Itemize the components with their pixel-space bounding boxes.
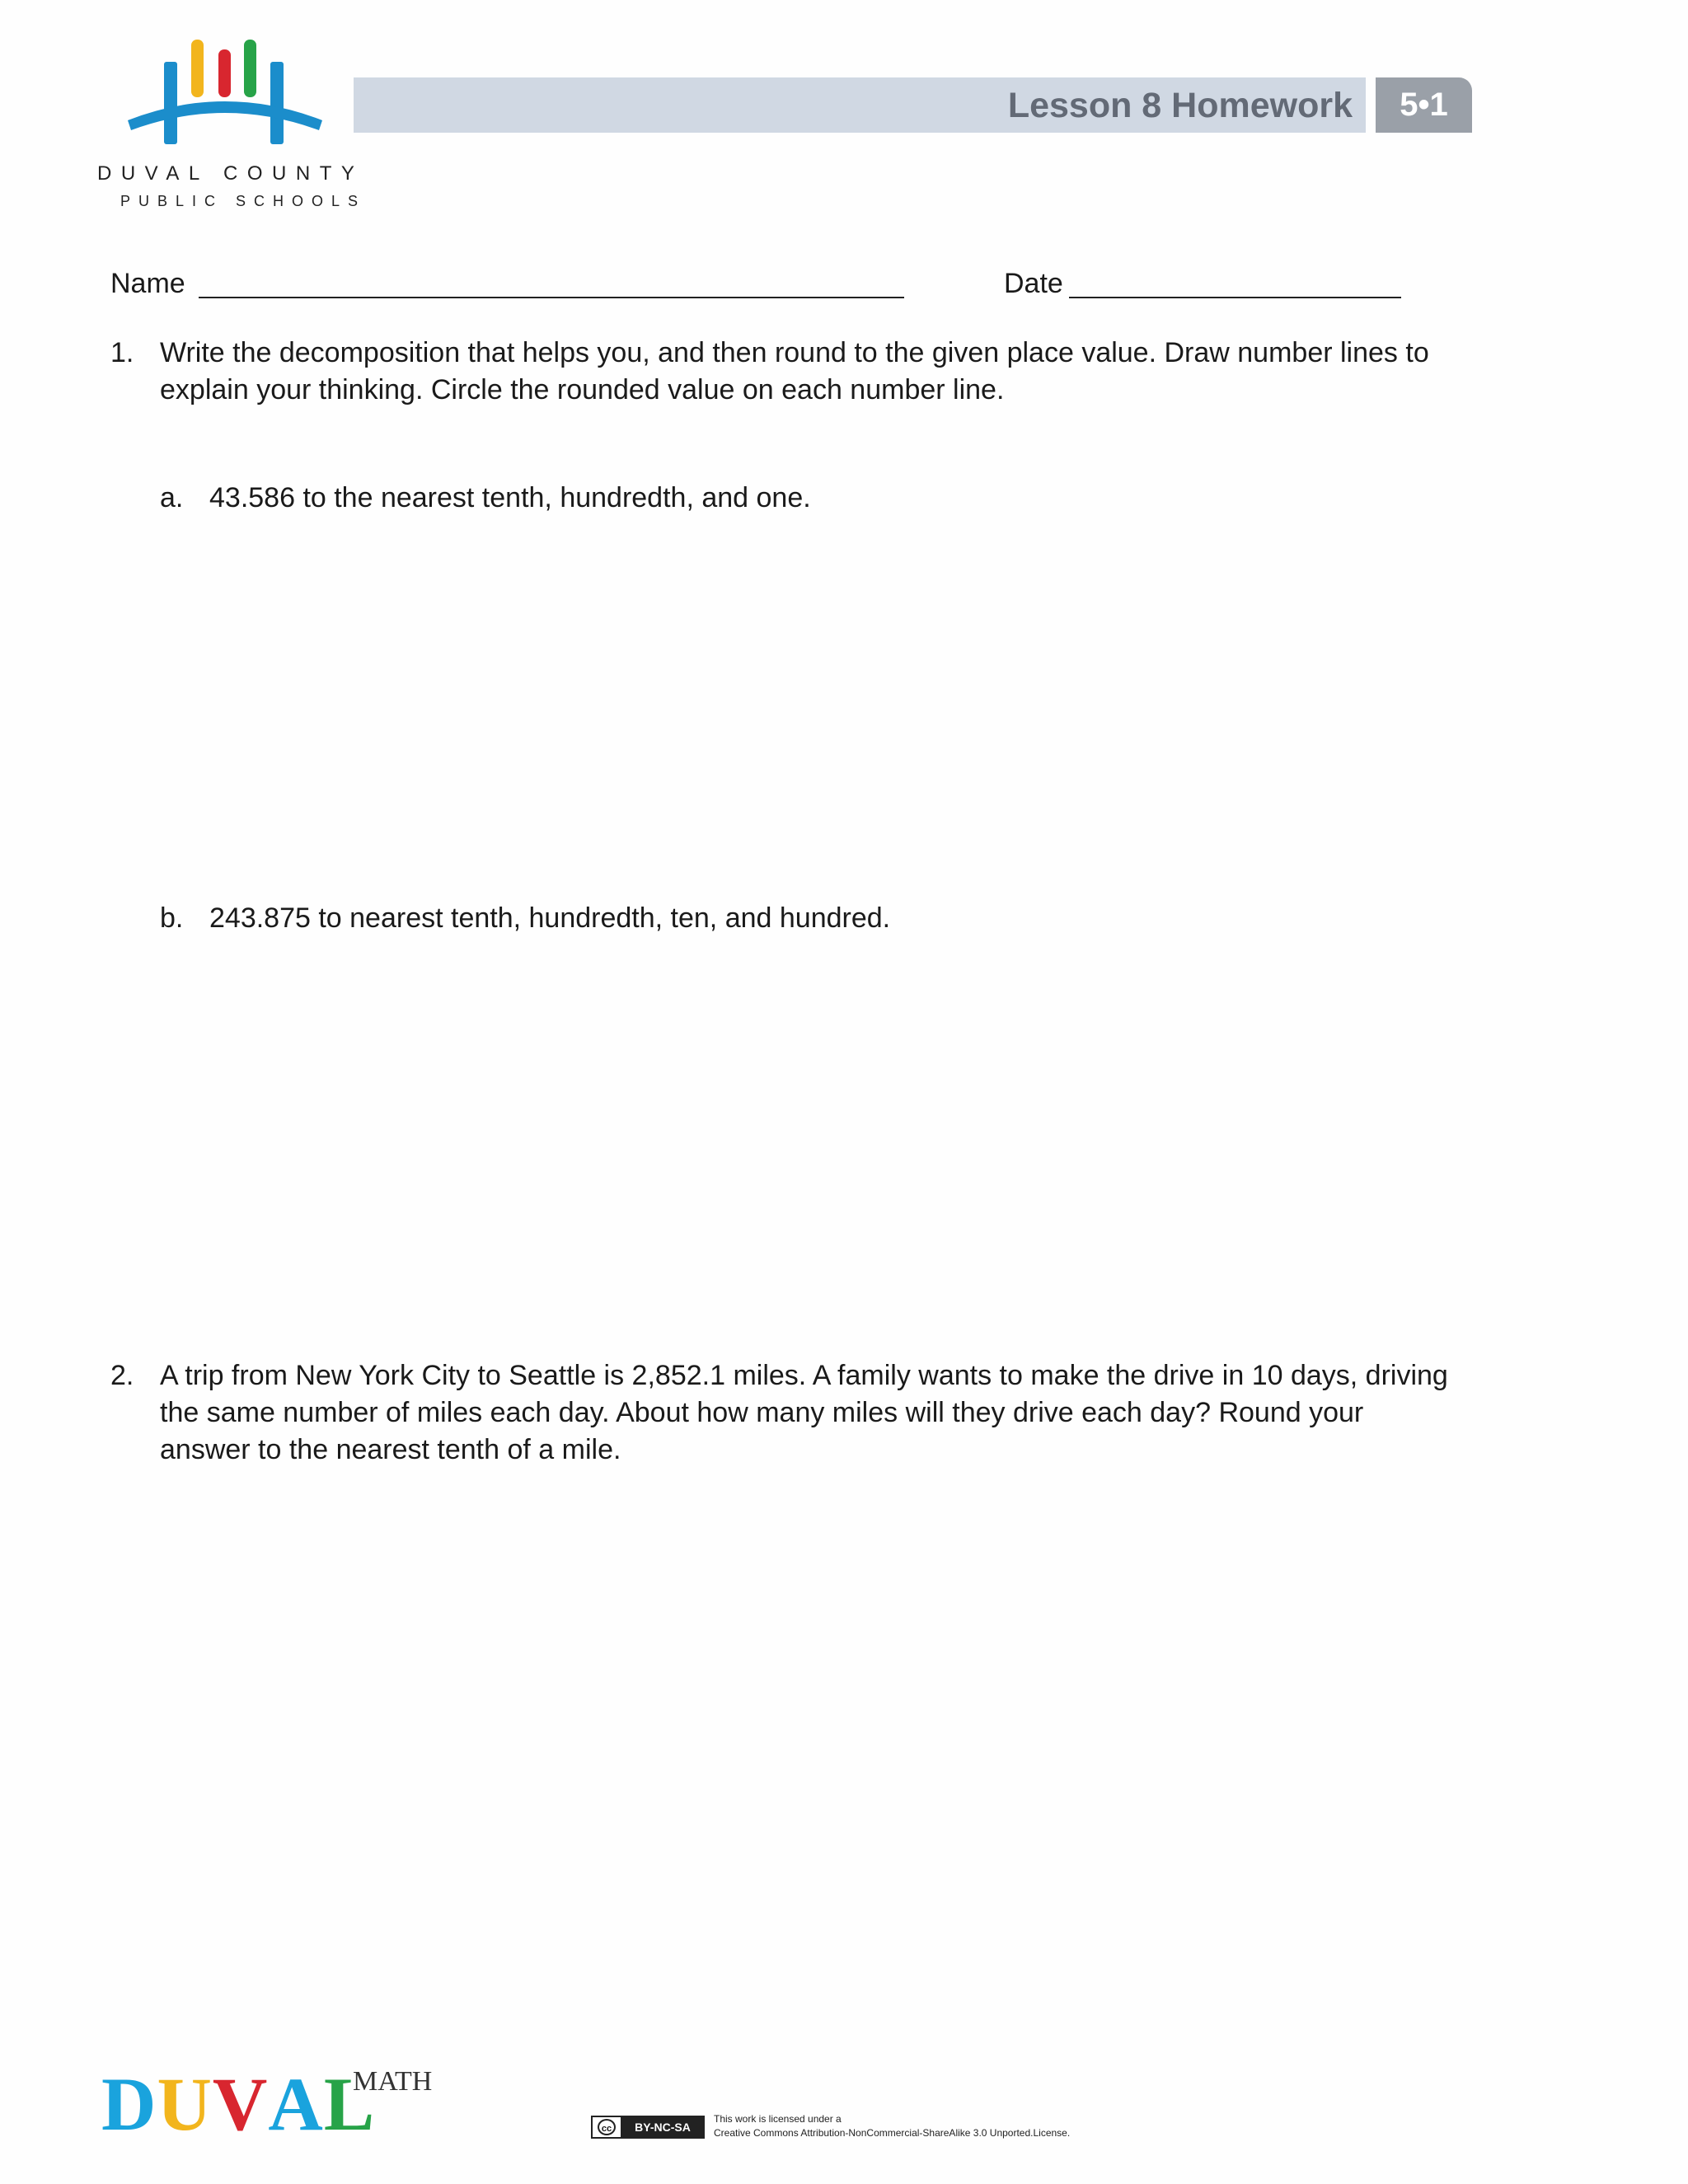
lesson-title: Lesson 8 Homework xyxy=(1007,86,1353,125)
part-text: 243.875 to nearest tenth, hundredth, ten, and hundred. xyxy=(209,902,891,934)
license-line[interactable]: Creative Commons Attribution-NonCommercial-ShareAlike 3.0 Unported.License. xyxy=(714,2127,1071,2139)
question-text xyxy=(160,335,1429,409)
logo-letter: L xyxy=(323,2062,376,2146)
logo-letter: U xyxy=(157,2062,213,2146)
question-line: explain your thinking. Circle the rounded value on each number line. xyxy=(160,374,1005,405)
question-number: 1. xyxy=(110,337,134,368)
question-line: answer to the nearest tenth of a mile. xyxy=(160,1434,621,1465)
org-name-line2: PUBLIC SCHOOLS xyxy=(120,193,367,209)
cc-license-label: BY-NC-SA xyxy=(622,2117,703,2137)
name-label: Name xyxy=(110,268,185,299)
logo-letter: A xyxy=(268,2062,324,2146)
lesson-badge: 5•1 xyxy=(1376,77,1472,133)
logo-letter: D xyxy=(101,2062,157,2146)
name-field[interactable] xyxy=(199,297,904,298)
license-text xyxy=(714,2112,1070,2140)
question-line: A trip from New York City to Seattle is 2,852.1 miles. A family wants to make the drive in 10 days, driving xyxy=(160,1360,1448,1391)
date-field[interactable] xyxy=(1069,297,1401,298)
part-text: 43.586 to the nearest tenth, hundredth, and one. xyxy=(209,482,811,513)
cc-icon xyxy=(593,2117,622,2137)
duval-math-logo xyxy=(101,2063,375,2145)
question-number: 2. xyxy=(110,1360,134,1391)
date-label: Date xyxy=(1004,268,1063,299)
creative-commons-badge[interactable] xyxy=(591,2116,705,2139)
question-text xyxy=(160,1357,1448,1469)
cc-icon-text: cc xyxy=(598,2119,616,2135)
logo-letter: V xyxy=(212,2062,269,2146)
org-name-line1: DUVAL COUNTY xyxy=(97,162,364,185)
license-line: This work is licensed under a xyxy=(714,2113,842,2125)
math-label: MATH xyxy=(353,2066,433,2097)
question-line: the same number of miles each day. About how many miles will they drive each day? Round your xyxy=(160,1397,1364,1428)
question-line: Write the decomposition that helps you, and then round to the given place value. Draw number lines to xyxy=(160,337,1429,368)
part-label: b. xyxy=(160,902,184,934)
part-label: a. xyxy=(160,482,184,513)
